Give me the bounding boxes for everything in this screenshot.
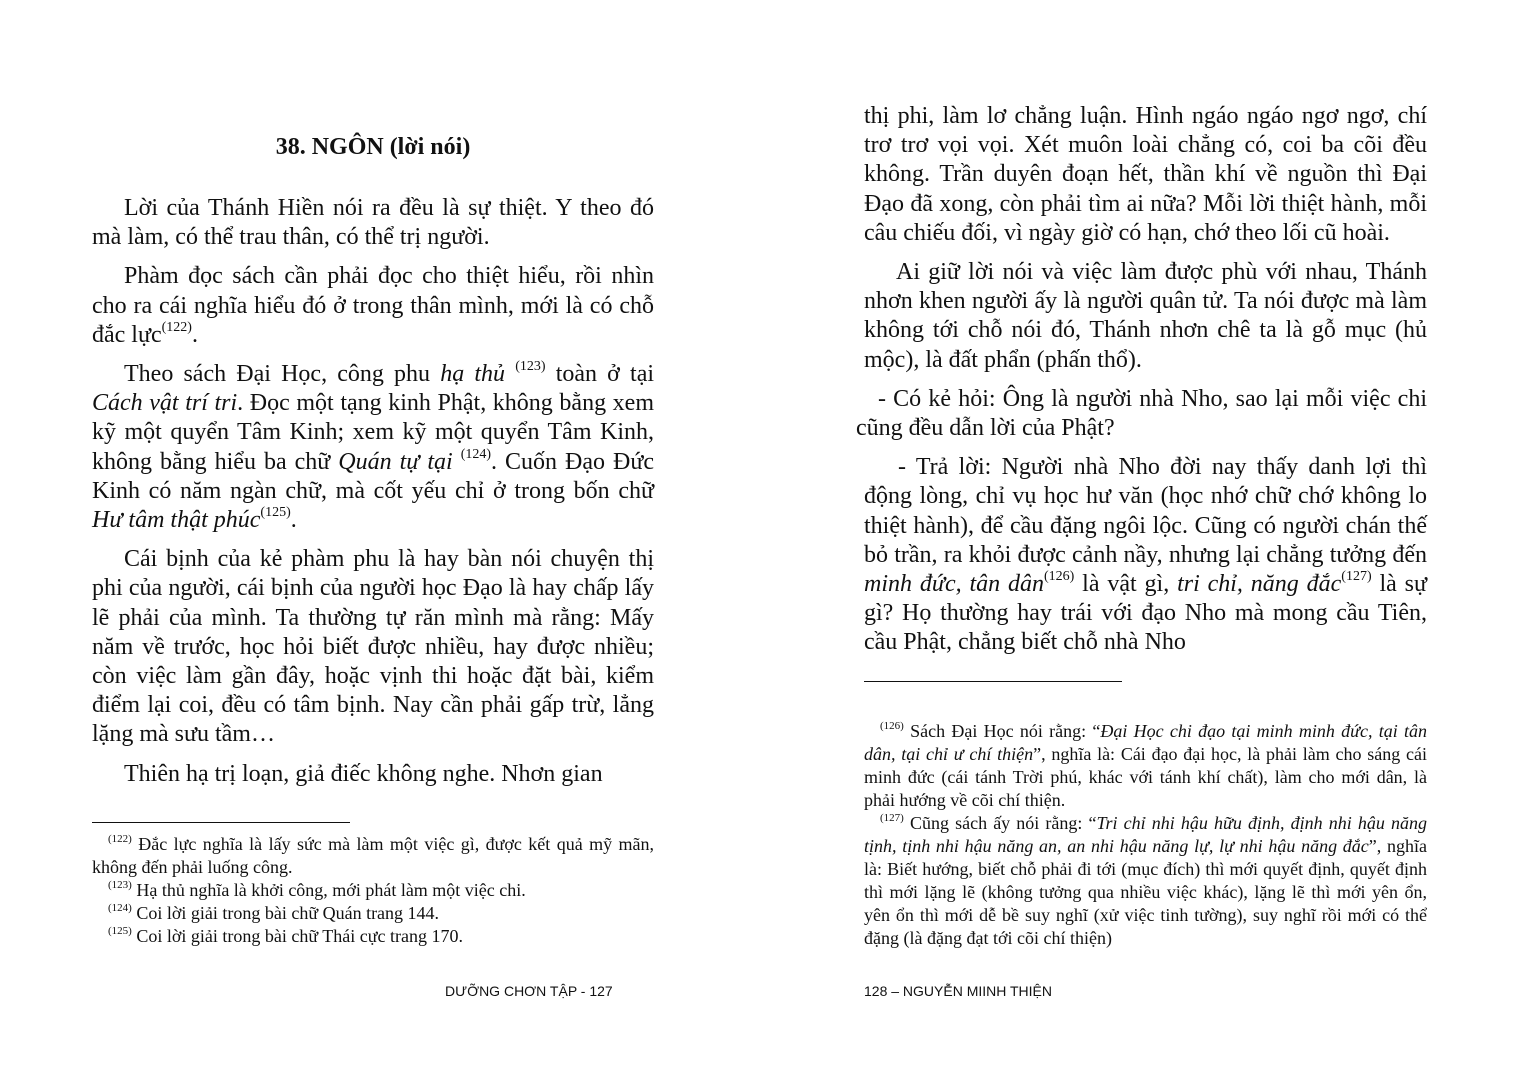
right-page <box>856 0 1428 1076</box>
footnote <box>92 902 654 925</box>
text-run: Coi lời giải trong bài chữ Thái cực trang 170. <box>131 926 463 946</box>
footnote <box>92 925 654 948</box>
text-run <box>453 449 461 475</box>
footnote <box>92 833 654 879</box>
footnote-marker: (127) <box>880 812 904 824</box>
footnote-divider <box>92 822 350 823</box>
footnote <box>864 720 1427 812</box>
footnote-marker: (123) <box>108 879 132 891</box>
footnote-marker: (122) <box>108 833 132 845</box>
italic-term: Tri chỉ nhi hậu hữu định, định nhi hậu năng tịnh, tịnh nhi hậu năng an, an nhi hậu năng lự, lự nhi hậu năng đắc <box>864 813 1427 856</box>
page-footer: DƯỠNG CHƠN TẬP - 127 <box>445 983 613 999</box>
footnote <box>92 879 654 902</box>
italic-term: Đại Học chi đạo tại minh minh đức, tại tân dân, tại chỉ ư chí thiện <box>864 721 1427 764</box>
text-run: Ai giữ lời nói và việc làm được phù với nhau, Thánh nhơn khen người ấy là người quân tử. Ta nói được mà làm không tới chỗ nói đó, Thánh nhơn chê ta là gỗ mục (hủ mộc), là đất phẩn (phấn thổ). <box>864 259 1427 373</box>
footnote-marker: (124) <box>108 902 132 914</box>
answer-paragraph <box>864 453 1427 657</box>
right-footnotes <box>864 720 1427 950</box>
text-run: Phàm đọc sách cần phải đọc cho thiệt hiểu, rồi nhìn cho ra cái nghĩa hiểu đó ở trong thân mình, mới là có chỗ đắc lực <box>92 263 654 348</box>
paragraph <box>92 760 654 789</box>
text-run: Hạ thủ nghĩa là khởi công, mới phát làm một việc chi. <box>131 880 526 900</box>
italic-term: Hư tâm thật phúc <box>92 507 261 534</box>
paragraph <box>92 262 654 350</box>
text-run: Cũng sách ấy nói rằng: “ <box>903 813 1097 833</box>
footnote-divider <box>864 681 1122 682</box>
text-run: . Cuốn Đạo Đức Kinh có năm ngàn chữ, mà cốt yếu chỉ ở trong bốn chữ <box>92 448 654 504</box>
footnote-marker: (122) <box>161 319 192 335</box>
footnote-marker: (125) <box>260 505 291 521</box>
left-body-text <box>92 194 654 799</box>
question-paragraph <box>856 385 1427 443</box>
text-run: . Đọc một tạng kinh Phật, không bằng xem kỹ một quyển Tâm Kinh; xem kỹ một quyển Tâm Kinh, không bằng hiểu ba chữ <box>92 390 654 475</box>
paragraph <box>92 194 654 252</box>
left-page <box>92 0 654 1076</box>
text-run: - Có kẻ hỏi: Ông là người nhà Nho, sao lại mỗi việc chi cũng đều dẫn lời của Phật? <box>856 385 1427 442</box>
footnote-marker: (126) <box>880 720 904 732</box>
paragraph <box>92 545 654 749</box>
left-footnotes <box>92 833 654 948</box>
footnote-marker: (127) <box>1341 569 1372 585</box>
text-run: Lời của Thánh Hiền nói ra đều là sự thiệt. Y theo đó mà làm, có thể trau thân, có thể trị người. <box>92 195 654 251</box>
text-run: ”, nghĩa là: Cái đạo đại học, là phải làm cho sáng cái minh đức (cái tánh Trời phú, khác với tánh khí chất), làm cho mới dân, là phải hướng về cõi chí thiện. <box>864 744 1428 810</box>
text-run: là vật gì, <box>1074 571 1178 598</box>
text-run: ”, nghĩa là: Biết hướng, biết chỗ phải đi tới (mục đích) thì mới quyết định, quyết định thì mới lặng lẽ (không tưởng qua nhiều việc khác), lặng lẽ thì mới yên ổn, yên ổn thì mới dễ bề suy nghĩ (xử việc tinh tường), suy nghĩ rồi mới có thể đặng (là đặng đạt tới cõi chí thiện) <box>864 836 1427 948</box>
text-run: toàn ở tại <box>545 361 655 388</box>
footnote <box>864 812 1427 950</box>
text-run: Cái bịnh của kẻ phàm phu là hay bàn nói chuyện thị phi của người, cái bịnh của người học Đạo là hay chấp lấy lẽ phải của mình. Ta thường tự răn mình mà rằng: Mấy năm về trước, học hỏi biết được nhiều, hay được nhiều; còn việc làm gần đây, hoặc vịnh thi hoặc đặt bài, kiểm điểm lại coi, đều có tâm bịnh. Nay cần phải gấp trừ, lẳng lặng mà sưu tầm… <box>92 546 654 748</box>
text-run: Đắc lực nghĩa là lấy sức mà làm một việc gì, được kết quả mỹ mãn, không đến phải luống công. <box>92 834 654 877</box>
italic-term: minh đức, tân dân <box>864 571 1044 598</box>
footnote-marker: (124) <box>460 446 492 462</box>
text-run: . <box>191 321 198 348</box>
italic-term: hạ thủ <box>440 361 506 388</box>
text-run: thị phi, làm lơ chẳng luận. Hình ngáo ngáo ngơ ngơ, chí trơ trơ vọi vọi. Xét muôn loài chẳng có, coi ba cõi đều không. Trần duyên đoạn hết, thần khí về nguồn thì Đại Đạo đã xong, còn phải tìm ai nữa? Mỗi lời thiệt hành, mỗi câu chiếu đối, vì ngày giờ có hạn, chớ theo lối cũ hoài. <box>864 103 1427 246</box>
text-run: Theo sách Đại Học, công phu <box>124 361 441 388</box>
paragraph <box>864 258 1427 375</box>
italic-term: Quán tự tại <box>338 448 453 475</box>
paragraph <box>92 360 654 535</box>
text-run <box>505 361 515 387</box>
text-run: . <box>290 507 297 534</box>
chapter-title: 38. NGÔN (lời nói) <box>275 134 471 160</box>
footnote-marker: (125) <box>108 925 132 937</box>
italic-term: tri chỉ, năng đắc <box>1177 571 1342 598</box>
text-run: là sự gì? Họ thường hay trái với đạo Nho mà mong cầu Tiên, cầu Phật, chẳng biết chỗ nhà Nho <box>864 571 1427 656</box>
text-run: - Trả lời: Người nhà Nho đời nay thấy danh lợi thì động lòng, chỉ vụ học hư văn (học nhớ chữ chớ không lo thiệt hành), để cầu đặng ngôi lộc. Cũng có người chán thế bỏ trần, ra khỏi được cảnh nầy, nhưng lại chẳng tưởng đến <box>864 454 1427 568</box>
text-run: Thiên hạ trị loạn, giả điếc không nghe. Nhơn gian <box>124 760 603 787</box>
footnote-marker: (123) <box>515 359 546 375</box>
text-run: Coi lời giải trong bài chữ Quán trang 144. <box>131 903 440 923</box>
page-footer: 128 – NGUYỄN MIINH THIỆN <box>864 983 1053 999</box>
right-body-text <box>856 102 1427 668</box>
italic-term: Cách vật trí tri <box>92 390 238 417</box>
footnote-marker: (126) <box>1043 569 1075 585</box>
paragraph <box>864 102 1427 248</box>
text-run: Sách Đại Học nói rằng: “ <box>903 721 1101 741</box>
